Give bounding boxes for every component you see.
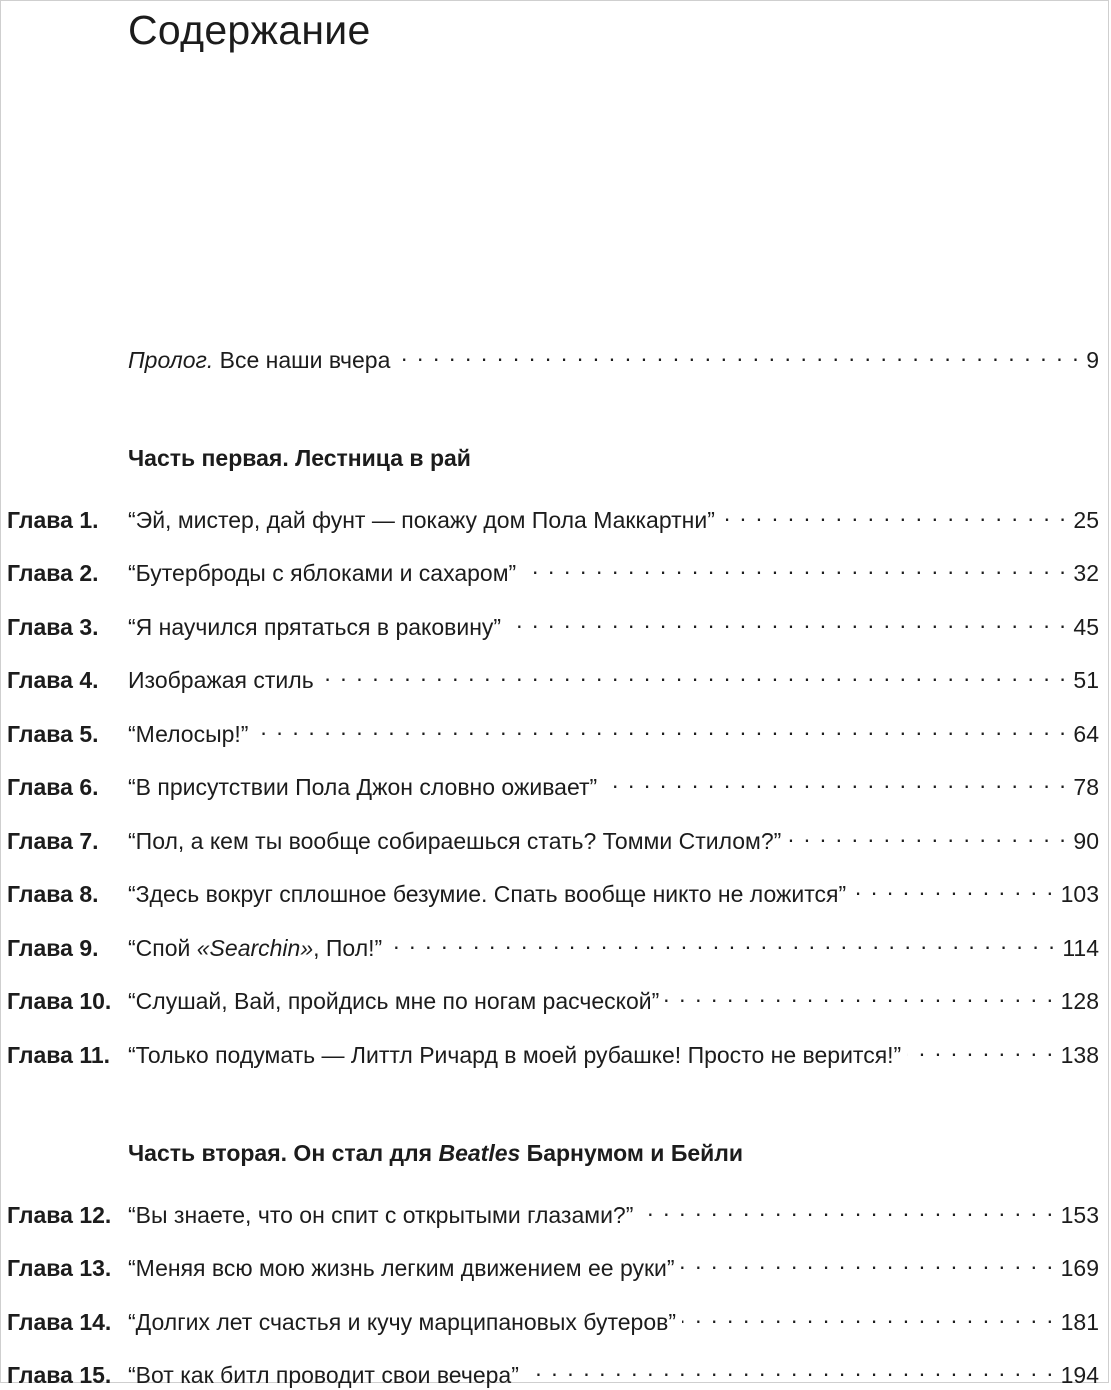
toc-entry-chapter-3[interactable] bbox=[1, 605, 1099, 640]
page-title: Содержание bbox=[128, 7, 371, 53]
chapter-title bbox=[128, 345, 390, 375]
page-number: 194 bbox=[1060, 1362, 1099, 1388]
toc-entry-chapter-12[interactable] bbox=[1, 1193, 1099, 1228]
dot-leader bbox=[507, 605, 1067, 635]
chapter-number: Глава 8. bbox=[7, 881, 99, 907]
chapter-number: Глава 12. bbox=[7, 1202, 112, 1228]
chapter-number: Глава 15. bbox=[7, 1362, 112, 1388]
page-number: 45 bbox=[1073, 614, 1099, 640]
page-number: 181 bbox=[1060, 1309, 1099, 1335]
toc-entry-chapter-7[interactable] bbox=[1, 819, 1099, 854]
prologue-label: Пролог. bbox=[128, 347, 214, 373]
toc-entry-chapter-10[interactable] bbox=[1, 979, 1099, 1014]
page-number: 169 bbox=[1060, 1255, 1099, 1281]
chapter-number: Глава 2. bbox=[7, 560, 99, 586]
page-number: 32 bbox=[1073, 560, 1099, 586]
chapter-title-italic: «Searchin» bbox=[196, 935, 314, 961]
page-number: 90 bbox=[1073, 828, 1099, 854]
dot-leader bbox=[787, 819, 1067, 849]
toc-entry-chapter-14[interactable] bbox=[1, 1300, 1099, 1335]
prologue-title: Все наши вчера bbox=[213, 347, 391, 373]
toc-entry-chapter-5[interactable] bbox=[1, 712, 1099, 747]
chapter-title: Изображая стиль bbox=[128, 667, 314, 693]
dot-leader bbox=[603, 765, 1067, 795]
chapter-number: Глава 7. bbox=[7, 828, 99, 854]
chapter-title bbox=[128, 933, 382, 963]
toc-entry-chapter-11[interactable] bbox=[1, 1033, 1099, 1068]
page-number: 51 bbox=[1073, 667, 1099, 693]
dot-leader bbox=[682, 1300, 1055, 1330]
toc-entry-chapter-13[interactable] bbox=[1, 1246, 1099, 1281]
part-heading-1: Часть первая. Лестница в рай bbox=[128, 445, 471, 471]
chapter-title: “Бутерброды с яблоками и сахаром” bbox=[128, 560, 517, 586]
chapter-number: Глава 1. bbox=[7, 507, 99, 533]
dot-leader bbox=[388, 926, 1056, 956]
toc-entry-chapter-2[interactable] bbox=[1, 551, 1099, 586]
part-title-part: Барнумом и Бейли bbox=[520, 1140, 744, 1166]
chapter-title: “Эй, мистер, дай фунт — покажу дом Пола Маккартни” bbox=[128, 507, 715, 533]
dot-leader bbox=[681, 1246, 1055, 1276]
chapter-number: Глава 9. bbox=[7, 935, 99, 961]
part-title-part: Часть вторая. Он стал для bbox=[128, 1140, 439, 1166]
page-number: 128 bbox=[1060, 988, 1099, 1014]
dot-leader bbox=[721, 498, 1068, 528]
chapter-title: “Пол, а кем ты вообще собираешься стать? Томми Стилом?” bbox=[128, 828, 782, 854]
dot-leader bbox=[665, 979, 1054, 1009]
page-number: 138 bbox=[1060, 1042, 1099, 1068]
chapter-title: “Только подумать — Литтл Ричард в моей рубашке! Просто не верится!” bbox=[128, 1042, 902, 1068]
chapter-title: “В присутствии Пола Джон словно оживает” bbox=[128, 774, 598, 800]
part-title-italic: Beatles bbox=[438, 1140, 521, 1166]
chapter-title: “Вы знаете, что он спит с открытыми глазами?” bbox=[128, 1202, 634, 1228]
toc-entry-chapter-4[interactable] bbox=[1, 658, 1099, 693]
chapter-number: Глава 10. bbox=[7, 988, 112, 1014]
chapter-number: Глава 3. bbox=[7, 614, 99, 640]
chapter-title: “Меняя всю мою жизнь легким движением ее руки” bbox=[128, 1255, 675, 1281]
dot-leader bbox=[522, 551, 1067, 581]
page-number: 153 bbox=[1060, 1202, 1099, 1228]
chapter-title-part: “Спой bbox=[128, 935, 197, 961]
chapter-number: Глава 5. bbox=[7, 721, 99, 747]
chapter-title: “Долгих лет счастья и кучу марципановых бутеров” bbox=[128, 1309, 677, 1335]
toc-entry-chapter-6[interactable] bbox=[1, 765, 1099, 800]
toc-entry-chapter-15[interactable] bbox=[1, 1353, 1099, 1388]
page-number: 103 bbox=[1060, 881, 1099, 907]
chapter-title-part: , Пол!” bbox=[313, 935, 383, 961]
chapter-title: “Здесь вокруг сплошное безумие. Спать вообще никто не ложится” bbox=[128, 881, 847, 907]
dot-leader bbox=[639, 1193, 1054, 1223]
page-number: 78 bbox=[1073, 774, 1099, 800]
toc-entry-chapter-1[interactable] bbox=[1, 498, 1099, 533]
page-number: 9 bbox=[1086, 347, 1099, 373]
dot-leader bbox=[907, 1033, 1054, 1063]
dot-leader bbox=[525, 1353, 1055, 1383]
toc-entry-prologue[interactable] bbox=[1, 338, 1099, 373]
chapter-number: Глава 13. bbox=[7, 1255, 112, 1281]
chapter-title: “Вот как битл проводит свои вечера” bbox=[128, 1362, 519, 1388]
dot-leader bbox=[852, 872, 1054, 902]
chapter-number: Глава 11. bbox=[7, 1042, 111, 1068]
chapter-title: “Мелосыр!” bbox=[128, 721, 249, 747]
chapter-title: “Слушай, Вай, пройдись мне по ногам расческой” bbox=[128, 988, 660, 1014]
toc-entry-chapter-9[interactable] bbox=[1, 926, 1099, 961]
page-number: 64 bbox=[1073, 721, 1099, 747]
toc-entry-chapter-8[interactable] bbox=[1, 872, 1099, 907]
part-heading-2 bbox=[128, 1138, 743, 1168]
dot-leader bbox=[396, 338, 1080, 368]
chapter-number: Глава 14. bbox=[7, 1309, 112, 1335]
page-number: 25 bbox=[1073, 507, 1099, 533]
chapter-number: Глава 6. bbox=[7, 774, 99, 800]
dot-leader bbox=[320, 658, 1068, 688]
chapter-title: “Я научился прятаться в раковину” bbox=[128, 614, 502, 640]
chapter-number: Глава 4. bbox=[7, 667, 99, 693]
page-number: 114 bbox=[1062, 935, 1099, 961]
dot-leader bbox=[254, 712, 1067, 742]
